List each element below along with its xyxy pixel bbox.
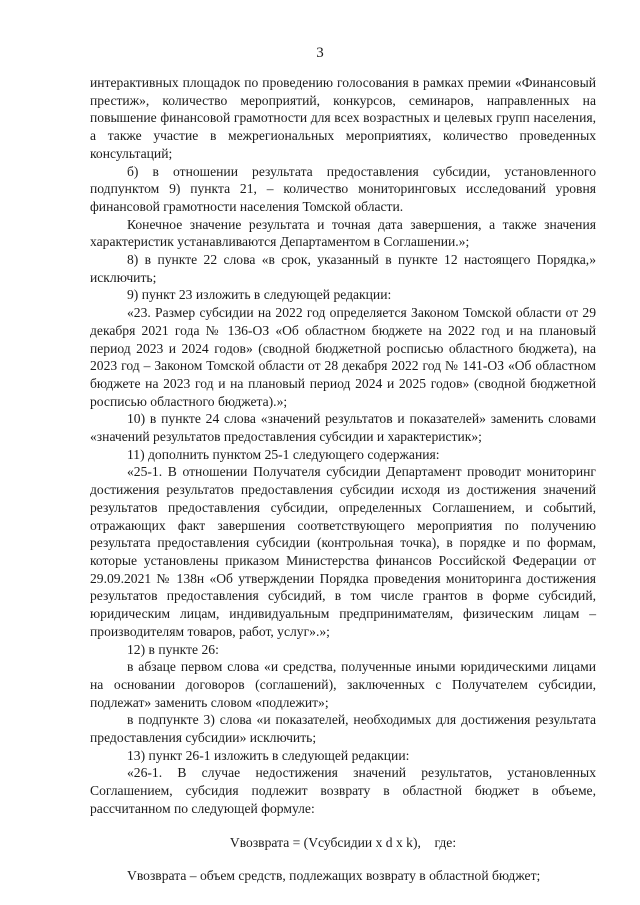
paragraph-subitem-3: в подпункте 3) слова «и показателей, необходимых для достижения результата предоставления субсидии» исключить; [90,712,596,746]
paragraph-clause-23: «23. Размер субсидии на 2022 год определяется Законом Томской области от 29 декабря 2021 года № 136-ОЗ «Об областном бюджете на 2022 год и на плановый период 2023 и 2024 годов» (сводной бюджетной росписью областного бюджета), на 2023 год – Законом Томской области от 28 декабря 2022 год № 141-ОЗ «Об областном бюджете на 2023 год и на плановый период 2024 и 2025 годов» (сводной бюджетной росписью областного бюджета).»; [90,305,596,409]
paragraph-item-12: 12) в пункте 26: [127,641,219,657]
paragraph-first-abstract: в абзаце первом слова «и средства, полученные иными юридическими лицами на основании договоров (соглашений), заключенных с Получателем субсидии, подлежат» заменить словом «подлежит»; [90,659,596,710]
paragraph-subitem-b: б) в отношении результата предоставления субсидии, установленного подпунктом 9) пункта 21, – количество мониторинговых исследований уровня финансовой грамотности населения Томской области. [90,163,596,214]
paragraph-continuation: интерактивных площадок по проведению голосования в рамках премии «Финансовый престиж», количество мероприятий, конкурсов, семинаров, направленных на повышение финансовой грамотности для всех возрастных и целевых групп населения, а также участие в межрегиональных мероприятиях, количество проведенных консультаций; [90,75,596,161]
paragraph-item-11: 11) дополнить пунктом 25-1 следующего содержания: [127,446,440,462]
paragraph-formula-definition: Vвозврата – объем средств, подлежащих возврату в областной бюджет; [127,868,541,884]
paragraph-clause-25-1: «25-1. В отношении Получателя субсидии Департамент проводит мониторинг достижения результатов предоставления субсидии исходя из достижения значений результатов предоставления субсидии, определенных Соглашением, и событий, отражающих факт завершения соответствующего мероприятия по получению результата предоставления субсидии (контрольная точка), в порядке и по формам, которые установлены приказом Министерства финансов Российской Федерации от 29.09.2021 № 138н «Об утверждении Порядка проведения мониторинга достижения результатов предоставления субсидий, в том числе грантов в форме субсидий, юридическим лицам, индивидуальным предпринимателям, физическим лицам – производителям товаров, работ, услуг».»; [90,464,596,639]
paragraph-clause-26-1: «26-1. В случае недостижения значений результатов, установленных Соглашением, субсидия подлежит возврату в областной бюджет в объеме, рассчитанном по следующей формуле: [90,765,596,816]
paragraph-item-13: 13) пункт 26-1 изложить в следующей редакции: [127,747,410,763]
paragraph-item-10: 10) в пункте 24 слова «значений результатов и показателей» заменить словами «значений результатов предоставления субсидии и характеристик»; [90,411,596,445]
refund-formula: Vвозврата = (Vсубсидии x d x k), где: [229,834,457,850]
paragraph-item-9: 9) пункт 23 изложить в следующей редакции: [127,287,392,303]
document-body [90,74,596,885]
paragraph-item-8: 8) в пункте 22 слова «в срок, указанный в пункте 12 настоящего Порядка,» исключить; [90,252,596,285]
paragraph-final-value: Конечное значение результата и точная дата завершения, а также значения характеристик устанавливаются Департаментом в Соглашении.»; [90,216,596,250]
page-number: 3 [316,45,324,61]
